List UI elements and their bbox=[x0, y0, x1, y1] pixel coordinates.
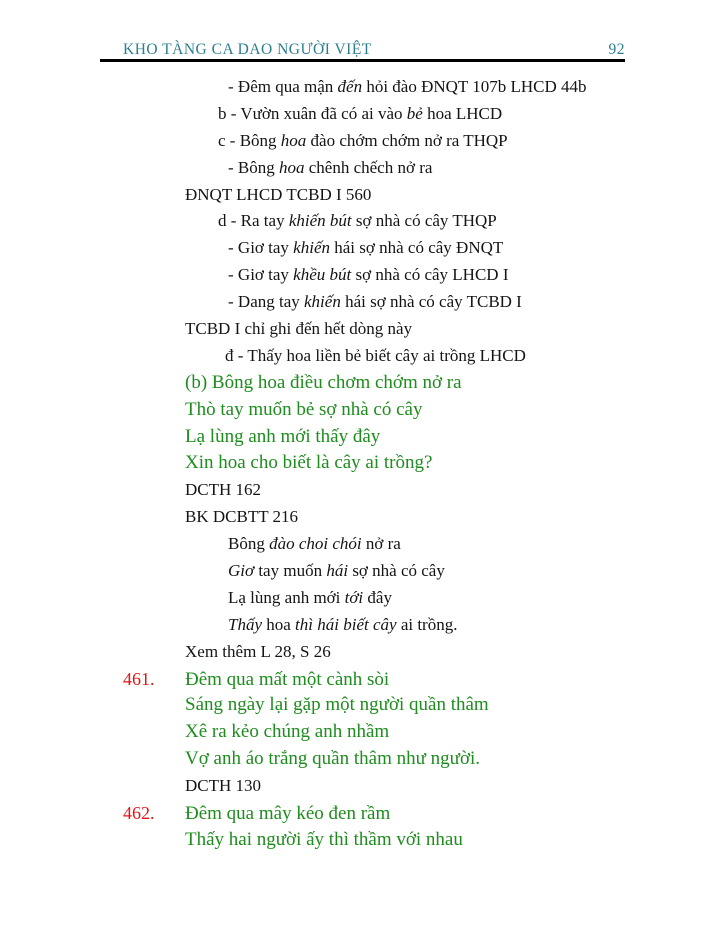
text-line bbox=[100, 558, 660, 585]
line-segment: Bông bbox=[228, 534, 270, 554]
line-segment: chênh chếch nở ra bbox=[304, 157, 433, 177]
text-line bbox=[100, 773, 660, 800]
line-segment: khều bút bbox=[293, 265, 352, 285]
line-segment: ai trồng. bbox=[396, 614, 458, 634]
line-segment: Lạ lùng anh mới thấy đây bbox=[185, 425, 381, 447]
entry-number: 462. bbox=[123, 803, 155, 824]
line-segment: - Dang tay bbox=[228, 292, 305, 312]
line-segment: khiến bbox=[304, 292, 341, 312]
line-segment: DCTH 162 bbox=[185, 480, 262, 500]
line-segment: đ - Thấy hoa liền bẻ biết cây ai trồng LHCD bbox=[225, 345, 526, 365]
line-segment: tay muốn bbox=[254, 561, 327, 581]
line-segment: tới bbox=[344, 587, 364, 607]
running-header bbox=[123, 41, 625, 59]
text-line bbox=[100, 585, 660, 612]
text-line bbox=[100, 450, 660, 477]
line-segment: b - Vườn xuân đã có ai vào bbox=[218, 103, 407, 123]
text-line bbox=[100, 343, 660, 370]
line-segment: BK DCBTT 216 bbox=[185, 507, 299, 527]
line-segment: hỏi đào ĐNQT 107b LHCD 44b bbox=[362, 77, 587, 96]
line-segment: ĐNQT LHCD TCBD I 560 bbox=[185, 184, 372, 204]
line-segment: hái sợ nhà có cây ĐNQT bbox=[330, 238, 504, 258]
entry-number: 461. bbox=[123, 668, 155, 689]
line-segment: Giơ bbox=[228, 561, 255, 581]
text-line bbox=[100, 800, 660, 827]
line-segment: Lạ lùng anh mới bbox=[228, 587, 345, 607]
line-segment: Đêm qua mất một cành sòi bbox=[185, 668, 390, 690]
line-segment: hái sợ nhà có cây TCBD I bbox=[340, 292, 522, 312]
line-segment: d - Ra tay bbox=[218, 211, 289, 231]
line-segment: đến bbox=[337, 77, 363, 96]
line-segment: DCTH 130 bbox=[185, 776, 262, 796]
line-segment: c - Bông bbox=[218, 130, 281, 150]
running-head-title: KHO TÀNG CA DAO NGƯỜI VIỆT bbox=[123, 41, 372, 58]
text-line bbox=[100, 182, 660, 209]
line-segment: đào chớm chớm nở ra THQP bbox=[306, 130, 508, 150]
page-number: 92 bbox=[608, 41, 625, 58]
line-segment: nở ra bbox=[361, 534, 401, 554]
text-line bbox=[100, 612, 660, 639]
line-segment: đây bbox=[363, 587, 392, 607]
line-segment: khiến bút bbox=[288, 211, 352, 231]
text-line bbox=[100, 827, 660, 854]
text-line bbox=[100, 424, 660, 451]
line-segment: bẻ bbox=[406, 103, 423, 123]
line-segment: Thò tay muốn bẻ sợ nhà có cây bbox=[185, 398, 423, 420]
text-line bbox=[100, 208, 660, 235]
line-segment: Vợ anh áo trắng quần thâm như người. bbox=[185, 748, 481, 770]
line-segment: sợ nhà có cây LHCD I bbox=[351, 265, 509, 285]
line-segment: hoa bbox=[280, 130, 307, 150]
line-segment: hoa bbox=[279, 157, 305, 177]
line-segment: Xin hoa cho biết là cây ai trồng? bbox=[185, 452, 433, 474]
text-line bbox=[100, 692, 660, 719]
header-rule bbox=[100, 59, 625, 62]
text-line bbox=[100, 74, 660, 101]
text-line bbox=[100, 262, 660, 289]
line-segment: - Giơ tay bbox=[228, 265, 294, 285]
text-line bbox=[100, 155, 660, 182]
text-line bbox=[100, 316, 660, 343]
text-line bbox=[100, 666, 660, 693]
line-segment: sợ nhà có cây bbox=[348, 561, 445, 581]
line-segment: sợ nhà có cây THQP bbox=[351, 211, 497, 231]
line-segment: - Bông bbox=[228, 157, 279, 177]
line-segment: (b) Bông hoa điều chơm chớm nở ra bbox=[185, 371, 462, 393]
text-line bbox=[100, 477, 660, 504]
text-line bbox=[100, 746, 660, 773]
text-line bbox=[100, 397, 660, 424]
line-segment: Sáng ngày lại gặp một người quần thâm bbox=[185, 694, 489, 716]
text-line bbox=[100, 370, 660, 397]
text-line bbox=[100, 101, 660, 128]
text-line bbox=[100, 504, 660, 531]
text-line bbox=[100, 531, 660, 558]
text-line bbox=[100, 235, 660, 262]
line-segment: Thấy hai người ấy thì thầm với nhau bbox=[185, 828, 463, 850]
line-segment: Đêm qua mây kéo đen rầm bbox=[185, 803, 391, 825]
line-segment: đào choi chói bbox=[269, 534, 362, 554]
line-segment: - Giơ tay bbox=[228, 238, 294, 258]
text-body bbox=[100, 74, 660, 854]
text-line bbox=[100, 128, 660, 155]
line-segment: - Đêm qua mận bbox=[228, 77, 338, 96]
line-segment: TCBD I chỉ ghi đến hết dòng này bbox=[185, 319, 413, 339]
line-segment: hoa LHCD bbox=[422, 103, 503, 123]
line-segment: Thấy bbox=[228, 614, 262, 634]
line-segment: Xê ra kẻo chúng anh nhầm bbox=[185, 721, 390, 743]
line-segment: hoa bbox=[262, 614, 296, 634]
line-segment: hái bbox=[326, 561, 349, 581]
text-line bbox=[100, 719, 660, 746]
text-line bbox=[100, 289, 660, 316]
text-line bbox=[100, 639, 660, 666]
line-segment: khiến bbox=[293, 238, 330, 258]
line-segment: Xem thêm L 28, S 26 bbox=[185, 641, 331, 661]
line-segment: thì hái biết cây bbox=[295, 614, 397, 634]
